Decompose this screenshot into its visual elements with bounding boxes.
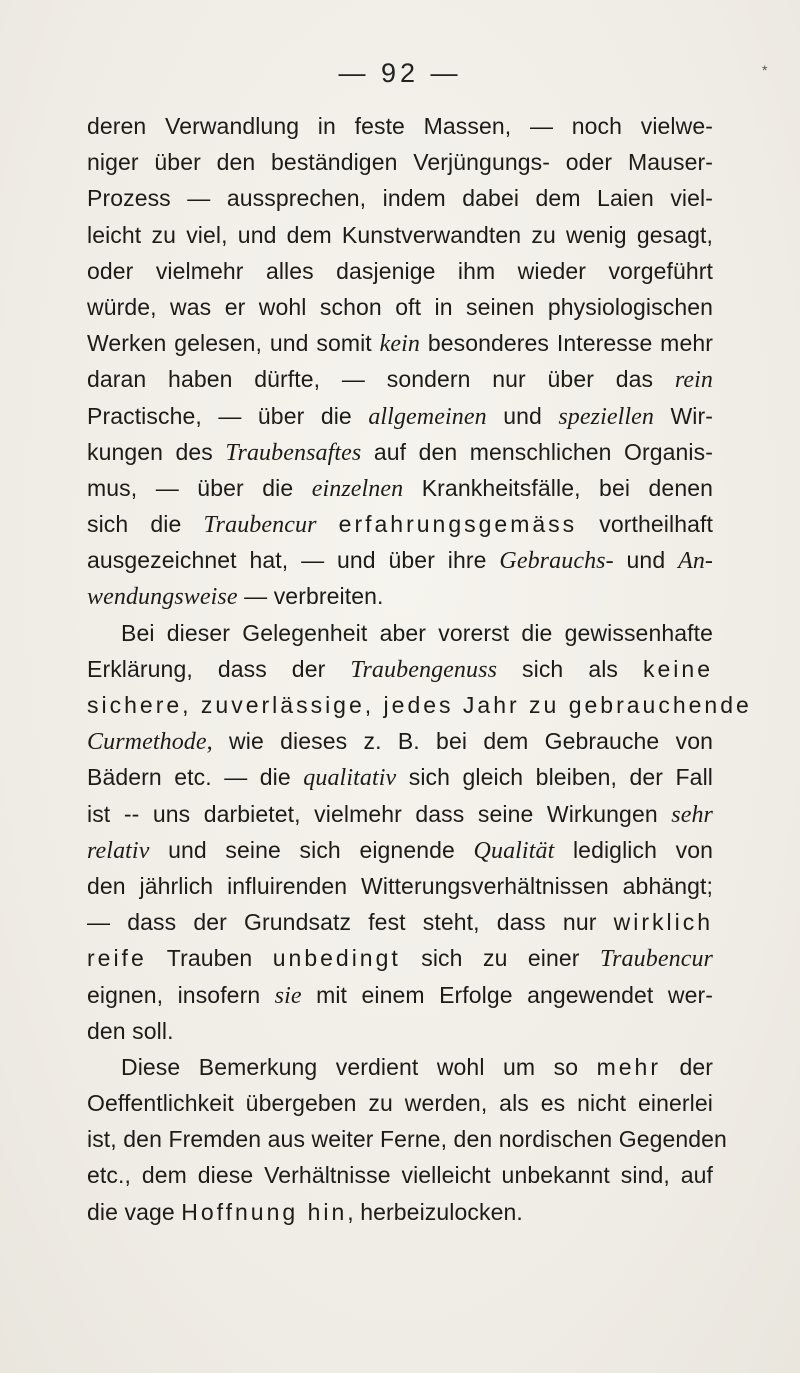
italic-text: Curmethode, [87,729,213,756]
text-segment: würde, was er wohl schon oft in seinen physiologischen [87,293,713,320]
text-segment: und [486,402,559,429]
text-segment: auf den menschlichen Organis- [361,438,713,465]
text-line [87,217,713,253]
text-segment: daran haben dürfte, — sondern nur über das [87,366,675,393]
text-segment: Werken gelesen, und somit [87,330,380,357]
spaced-text: erfahrungsgemäss [338,511,578,538]
corner-mark: * [762,62,768,78]
spaced-text: mehr [596,1053,661,1080]
italic-text: qualitativ [303,765,397,792]
text-segment: Diese Bemerkung verdient wohl um so [121,1053,597,1080]
text-segment: Bädern etc. — die [87,764,304,791]
italic-text: allgemeinen [368,403,487,430]
italic-text: Traubengenuss [350,656,498,683]
text-line [87,108,713,144]
text-line [87,615,713,651]
text-segment: kungen des [87,438,226,465]
text-segment: ist -- uns darbietet, vielmehr dass seine Wirkungen [87,800,672,827]
italic-text: sehr [671,801,713,828]
text-line [87,180,713,216]
italic-text: Traubensaftes [225,439,362,466]
text-line [87,578,713,614]
text-line [87,470,713,506]
text-segment: sich zu einer [400,945,600,972]
text-line [87,1049,713,1085]
text-line [87,832,713,868]
italic-text: An- [678,548,714,575]
text-segment: Wir- [654,402,714,429]
text-segment: etc., dem diese Verhältnisse vielleicht unbekannt sind, auf [87,1162,713,1189]
spaced-text: reife [87,945,147,972]
spaced-text: unbedingt [272,945,401,972]
text-segment: , herbeizulocken. [347,1198,523,1225]
page-number: — 92 — [338,58,462,88]
text-segment: und seine sich eignende [149,836,474,863]
italic-text: sie [274,982,302,1009]
text-line [87,1013,713,1049]
text-line [87,651,713,687]
text-segment: vortheilhaft [577,511,713,538]
text-segment: oder vielmehr alles dasjenige ihm wieder vorgeführt [87,257,713,284]
text-segment: leicht zu viel, und dem Kunstverwandten zu wenig gesagt, [87,221,713,248]
text-segment: besonderes Interesse mehr [420,330,713,357]
text-line [87,542,713,578]
text-segment: lediglich von [554,836,713,863]
text-line [87,289,713,325]
text-segment: wie dieses z. B. bei dem Gebrauche von [212,728,713,755]
text-segment: und [613,547,679,574]
text-line [87,759,713,795]
text-segment: deren Verwandlung in feste Massen, — noch vielwe- [87,113,713,139]
text-segment: Krankheitsfälle, bei denen [403,474,713,501]
text-line [87,253,713,289]
text-line [87,1194,713,1230]
text-line [87,398,713,434]
text-segment: ist, den Fremden aus weiter Ferne, den nordischen Gegenden [87,1126,727,1153]
text-segment: sich als [497,655,644,682]
text-line [87,723,713,759]
text-line [87,868,713,904]
text-segment: Erklärung, dass der [87,655,351,682]
text-segment: die vage [87,1198,182,1225]
text-line [87,1157,713,1193]
text-line [87,687,752,723]
text-line [87,361,713,397]
text-line [87,144,713,180]
italic-text: Traubencur [599,946,713,973]
text-segment: den soll. [87,1017,174,1044]
text-segment: Practische, — über die [87,402,369,429]
text-segment: — dass der Grundsatz fest steht, dass nur [87,909,614,936]
text-segment: eignen, insofern [87,981,275,1008]
text-segment: der [660,1053,713,1080]
text-segment [317,511,339,537]
italic-text: speziellen [558,403,654,430]
italic-text: Traubencur [203,512,317,539]
text-line [87,1085,713,1121]
italic-text: Gebrauchs- [499,548,614,575]
text-segment: ausgezeichnet hat, — und über ihre [87,547,500,574]
text-segment: Prozess — aussprechen, indem dabei dem Laien viel- [87,185,713,212]
text-line [87,796,713,832]
text-line [87,904,713,940]
text-segment: Oeffentlichkeit übergeben zu werden, als es nicht einerlei [87,1090,713,1117]
italic-text: kein [379,331,420,358]
italic-text: einzelnen [311,475,404,502]
text-line [87,977,713,1013]
text-segment: mus, — über die [87,474,312,501]
body-text [87,108,752,1230]
spaced-text: wirklich [613,909,713,936]
spaced-text: keine [643,655,713,682]
italic-text: relativ [87,837,150,864]
text-segment: den jährlich influirenden Witterungsverhältnissen abhängt; [87,872,713,899]
text-line [87,325,713,361]
italic-text: rein [674,367,713,394]
text-segment: sich die [87,511,204,538]
spaced-text: sichere, zuverlässige, jedes Jahr zu gebrauchende [87,692,752,718]
text-segment: Bei dieser Gelegenheit aber vorerst die gewissenhafte [121,619,713,646]
text-segment: Trauben [146,945,273,972]
italic-text: wendungsweise [87,584,238,611]
text-line [87,1121,727,1157]
text-segment: mit einem Erfolge angewendet wer- [301,981,713,1008]
spaced-text: Hoffnung hin [181,1198,348,1225]
italic-text: Qualität [473,837,555,864]
text-segment: — verbreiten. [237,583,384,610]
text-segment: sich gleich bleiben, der Fall [396,764,713,791]
text-segment: niger über den beständigen Verjüngungs- oder Mauser- [87,149,713,176]
text-line [87,940,713,976]
text-line [87,434,713,470]
text-line [87,506,713,542]
